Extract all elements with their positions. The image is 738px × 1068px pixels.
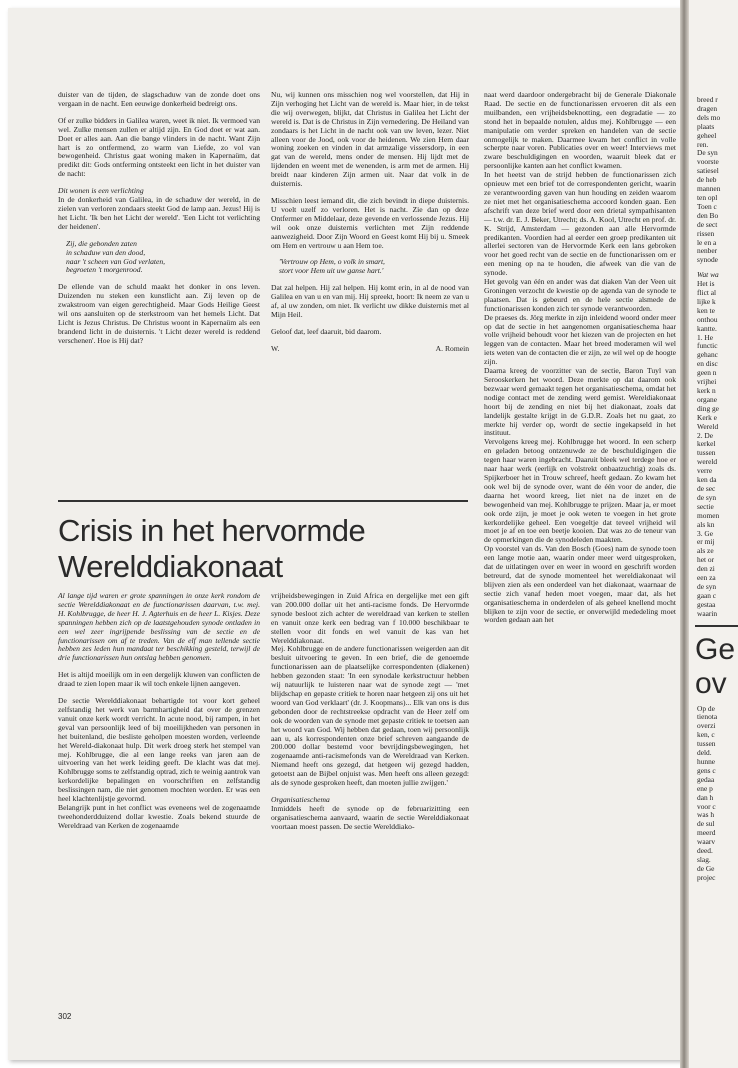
poem-quote: Zij, die gebonden zaten in schaduw van den dood, naar 't scheen van God verlaten, begroeten 't morgenrood.: [66, 238, 166, 275]
next-page-line: functic: [697, 341, 718, 351]
next-page-subheading: Wat wa: [697, 270, 719, 280]
next-page-line: deed.: [697, 846, 713, 856]
next-page-line: een za: [697, 573, 716, 583]
next-page-line: flict al: [697, 288, 717, 298]
next-page-line: Kerk e: [697, 412, 717, 422]
article-column-3: [484, 91, 676, 625]
signature-author: A. Romein: [435, 343, 469, 353]
paragraph: Mej. Kohlbrugge en de andere functionarissen weigerden aan dit besluit uitvoering te geven. In een brief, die de genoemde functionarissen aan de plaatselijke correspondenten (diakenen) hebben gezonden staat: 'In een synodale kerkstructuur hebben wij natuurlijk te luisteren naar wat de synode zegt — 'met blijdschap en gepaste critiek te horen naar hetgeen zij ons uit het woord van God verklaart' (dr. J. Koopmans)... Elk van ons is dus gebonden door de rechtstreekse opdracht van de Heer zelf om ook de woorden van de synode met gepaste critiek te toetsen aan het woord van God. Wij hebben dat gedaan, toen wij persoonlijk aan u, als korrespondenten onze brief schreven aangaande de 200.000 dollar bestemd voor bevrijdingsbewegingen, het zogenaamde anti-racismefonds van de Wereldraad van Kerken. Niemand heeft ons gezegd, dat hetgeen wij gezegd hadden, getoetst aan de Bijbel onjuist was. Men heeft ons alleen gezegd: als de synode gesproken heeft, dan moeten jullie zwijgen.': [271, 644, 469, 788]
next-page-line: den Bo: [697, 210, 719, 220]
next-page-line: de sul: [697, 819, 715, 829]
next-page-divider: [695, 625, 738, 627]
next-page-line: sectie: [697, 501, 714, 511]
next-page-line: ding ge: [697, 403, 719, 413]
next-page-line: dragen: [697, 103, 718, 113]
next-page-line: gehanc: [697, 350, 718, 360]
paragraph: Belangrijk punt in het conflict was eveneens wel de zogenaamde tweehonderdduizend dollar kwestie. Zoals bekend stuurde de Wereldraad van Kerken de zogenaamde: [58, 802, 260, 830]
article-column-1: [58, 592, 260, 839]
paragraph: naat werd daardoor ondergebracht bij de Generale Diakonale Raad. De sectie en de functionarissen ervoeren dit als een muilbanden, een vrijheidsbeknotting, een degradatie — zo stond het in bepaalde notulen, aldus mej. Kohlbrugge — een manipulatie om verder spreken en handelen van de sectie onmogelijk te maken. Daarmee kwam het conflict in volle scherpte naar voren. Publicaties over en weer! Interviews met zware beschuldigingen en woorden, waaruit bleek dat er persoonlijke kanten aan het conflict kwamen.: [484, 90, 676, 171]
next-page-line: gaan c: [697, 590, 717, 600]
paragraph: Nu, wij kunnen ons misschien nog wel voorstellen, dat Hij in Zijn verhoging het Licht van de wereld is. Maar hier, in de tekst die wij overwegen, blijkt, dat Christus in Galilea het Licht der wereld is. Dat is de Christus in Zijn vernedering. De Heiland van zondaars is het Licht in de nacht ook van uw leven, lezer. Niet alleen voor de Jood, ook voor de heidenen. We zien Hem daar woning zoeken en vinden in dat armzalige vissersdorp, in een gat van de wereld, mens onder de mensen. Hij lijdt met de lijdenden en weent met de wenenden, is arm met de armen. Hij breidt naar kinderen Zijn armen uit. Naar dat volk in de duisternis.: [271, 90, 469, 189]
next-page-line: plaats: [697, 121, 715, 131]
next-page-line: voor c: [697, 801, 716, 811]
paragraph: Inmiddels heeft de synode op de februarizitting een organisatieschema aanvaard, waarin de sectie Werelddiakonaat voortaan moest passen. De sectie Werelddiako-: [271, 803, 469, 831]
next-page-line: dan h: [697, 792, 714, 802]
meditation-column-1: [58, 91, 260, 354]
next-page-line: synode: [697, 255, 718, 265]
next-page-text-bottom: [689, 705, 738, 883]
next-page-line: breed r: [697, 95, 718, 104]
next-page-text-middle: [689, 280, 738, 618]
next-page-line: gestaa: [697, 599, 716, 609]
next-page-line: ken da: [697, 475, 717, 485]
paragraph: In het heetst van de strijd hebben de functionarissen zich opnieuw met een brief tot de correspondenten gericht, waarin ze verantwoording gaven van hun houding en zeiden waarom ze niet met het organisatieschema accoord konden gaan. Een afschrift van deze brief werd door een drietal sympathisanten — t.w. dr. E. J. Beker, Utrecht; ds. A. Kool, Utrecht en prof. dr. K. Strijd, Amsterdam — gezonden aan alle Hervormde predikanten. Voordien had al eerder een groep predikanten uit allerlei sectoren van de Hervormde Kerk een lans gebroken voor het goed recht van de sectie en de functionarissen om er een mening op na te houden, die afweek van die van de synode.: [484, 170, 676, 278]
next-page-line: gedaa: [697, 774, 715, 784]
next-page-line: organe: [697, 394, 717, 404]
next-page-line: de syn: [697, 492, 717, 502]
article-lead: Al lange tijd waren er grote spanningen in onze kerk rondom de sectie Werelddiakonaat en de functionarissen daarvan, t.w. mej. H. Kohlbrugge, de heer H. J. Agterhuis en de heer L. Kisjes. Deze spanningen hebben zich op de laatstgehouden synode ontladen in een wel zeer ingrijpende beslissing van de sectie en de functionarissen om af te treden. Van de elf man tellende sectie hebben zes leden hun mandaat ter beschikking gesteld, terwijl de drie functionarissen hun ontslag hebben genomen.: [58, 591, 260, 663]
next-page-line: mannen: [697, 184, 721, 194]
next-page-line: waarin: [697, 608, 718, 618]
page-gutter: [680, 0, 689, 1068]
next-page-line: de syn: [697, 581, 717, 591]
next-page-line: waarv: [697, 837, 716, 847]
signature: [271, 345, 469, 354]
next-page-line: 1. He: [697, 332, 714, 342]
next-page-line: 3. Ge: [697, 528, 714, 538]
next-page-line: kerkel: [697, 439, 716, 449]
section-subheading: Dit wonen is een verlichting: [58, 186, 144, 196]
paragraph: vrijheidsbewegingen in Zuid Africa en dergelijke met een gift van 200.000 dollar uit het anti-racisme fonds. De Hervormde synode besloot zich achter de wereldraad van kerken te stellen en vanuit onze kerk een bedrag van f 10.000 beschikbaar te stellen voor dit fonds en wel vanuit de kas van het Werelddiakonaat.: [271, 591, 469, 645]
next-page-line: nenber: [697, 246, 718, 256]
paragraph: Of er zulke bidders in Galilea waren, weet ik niet. Ik vermoed van wel. Zulke mensen zullen er altijd zijn. En God doet er wat aan. Doet er alles aan. Aan die bange vlinders in de nacht. Want Zijn hart is zo ontfermend, zo warm van Liefde, zo vol van bewogenheid. Christus gaat woning maken in Kapernaüm, dat predikt dit: Gods ontferming ontsteekt een licht in het duister van de nacht:: [58, 115, 260, 179]
article-column-2: [271, 592, 469, 840]
next-page-edge: [689, 0, 738, 1068]
next-page-line: Toen c: [697, 201, 717, 211]
next-page-line: vrijhei: [697, 377, 717, 387]
paragraph: Vervolgens kreeg mej. Kohlbrugge het woord. In een scherp en geladen betoog ontzenuwde ze de beschuldigingen die tegen haar waren ingebracht. Daaruit bleek wel terdege hoe er naar haar werk (eerlijk en volstrekt onbaatzuchtig) zoals ds. Spijkerboer het in Trouw schreef, heeft gedaan. Zo kwam het ook wel bij de synode over, want de één voor de ander, die daarna het woord kreeg, liet niet na de inzet en de bewogenheid van mej. Kohlbrugge te prijzen. Maar ja, er moet ook orde zijn, je moet je ook weten te voegen in het grote kerkordelijke geheel. Een voegeltje dat teveel vrijheid wil moet je af en toe een beetje kooien. Dat was zo de teneur van de opmerkingen die de synodeleden maakten.: [484, 437, 676, 545]
page-number: 302: [58, 1012, 72, 1021]
next-page-line: wereld: [697, 457, 718, 467]
next-page-line: ken te: [697, 305, 715, 315]
paragraph: Het gevolg van één en ander was dat diaken Van der Veen uit Groningen verzocht de kwestie op de agenda van de synode te plaatsen. Dat is gebeurd en de hele sectie alsmede de functionarissen konden zich ter synode verantwoorden.: [484, 277, 676, 313]
next-page-line: rissen: [697, 228, 715, 238]
next-page-line: Op de: [697, 703, 715, 713]
next-page-line: de Ge: [697, 863, 715, 873]
paragraph: Het is altijd moeilijk om in een dergelijk kluwen van conflicten de draad te zien lopen maar ik wil toch enkele lijnen aangeven.: [58, 670, 260, 689]
section-subheading: Organisatieschema: [271, 794, 330, 804]
next-page-headline-line2: ov: [695, 666, 727, 700]
next-page-line: voorste: [697, 157, 719, 167]
paragraph: De ellende van de schuld maakt het donker in ons leven. Duizenden nu steken een kunstlicht aan. Zij leven op de zwakstroom van eigen gerechtigheid. Maar Gods Heilige Geest wil ons aansluiten op de sterkstroom van het hemels Licht. Dat Licht is Jezus Christus. De Christus woont in Kapernaüm als een brandend licht in de duisternis. 't Licht dezer wereld is reddend verschenen'. Hoe is Hij dat?: [58, 282, 260, 345]
next-page-line: geen n: [697, 368, 717, 378]
next-page-line: Wereld: [697, 421, 719, 431]
paragraph: Op voorstel van ds. Van den Bosch (Goes) nam de synode toen een lange motie aan, waarin onder meer werd uitgesproken, dat de uitlatingen over en weer in woord en geschrift worden betreurd, dat de synode momenteel het wereldiakonaat wil blijven zien als een onderdeel van het diakonaat, waarnaar de sectie zich vanaf heden moet voegen, maar dat, als het organisatieschema in onderdelen of als geheel knellend mocht blijken te zijn voor de sectie, er onverwijld mededeling moet worden gedaan aan het: [484, 544, 676, 625]
next-page-line: tussen: [697, 448, 716, 458]
next-page-line: ken, c: [697, 730, 715, 740]
section-divider: [58, 500, 468, 502]
next-page-line: hunne: [697, 757, 716, 766]
paragraph: De praeses ds. Jörg merkte in zijn inleidend woord onder meer op dat de sectie in het aangenomen organisatieschema haar volle vrijheid behoudt voor het kiezen van de projecten en het leggen van de contacten. Maar het breed moderamen wil wel iets weten van de contacten die er zijn, ze wil wel op de hoogte zijn.: [484, 312, 676, 367]
verse-quote: 'Vertrouw op Hem, o volk in smart, stort voor Hem uit uw ganse hart.': [279, 257, 385, 276]
next-page-line: het or: [697, 555, 715, 565]
article-headline: Crisis in het hervormde Werelddiakonaat: [58, 513, 366, 584]
next-page-line: tienota: [697, 712, 718, 722]
next-page-line: ten opl: [697, 192, 718, 202]
next-page-line: dels mo: [697, 112, 721, 122]
next-page-line: overzi: [697, 721, 716, 731]
next-page-line: de sect: [697, 219, 718, 229]
next-page-line: onthou: [697, 314, 718, 324]
next-page-line: Het is: [697, 279, 715, 289]
next-page-line: de sec: [697, 483, 716, 493]
next-page-line: als ze: [697, 546, 714, 556]
next-page-line: de heb: [697, 175, 717, 185]
next-page-line: was h: [697, 810, 715, 820]
next-page-text-top: [689, 96, 738, 265]
paragraph: De sectie Werelddiakonaat behartigde tot voor kort geheel zelfstandig het werk van barmhartigheid dat over de grenzen vanuit onze kerk wordt verricht. In acute nood, bij rampen, in het geval van persoonlijk leed of bij moeilijkheden van personen in het buitenland, die besliste geholpen moesten worden, verleende het Wereld-diakonaat hulp. Dit werk droeg sterk het stempel van mej. Kohlbrugge, die al een lange reeks van jaren aan de uitvoering van het werk leiding geeft. De klacht was dat mej. Kohlbrugge soms te zelfstandig optrad, zich te weinig aantrok van kerkordelijke bepalingen en voorschriften en zelfstandig beslissingen nam, die niet genomen mochten worden. Er was een heel klachtenlijstje gevormd.: [58, 696, 260, 804]
paragraph: Misschien leest iemand dit, die zich bevindt in diepe duisternis. U voelt uzelf zo verloren. Het is nacht. Zie dan op deze Ontfermer en Middelaar, deze gevende en verlossende Jezus. Hij wil ook onze duisternis verlichten met Zijn reddende aanwezigheid. Door Zijn Woord en Geest komt Hij bij u. Smeek om Hem en vertrouw u aan Hem toe.: [271, 195, 469, 250]
next-page-line: satiesel: [697, 166, 719, 176]
next-page-line: en disc: [697, 359, 718, 369]
next-page-line: verre: [697, 466, 713, 476]
next-page-line: slag.: [697, 854, 711, 864]
paragraph: Geloof dat, leef daaruit, bid daarom.: [271, 326, 382, 336]
next-page-line: lijke k: [697, 296, 716, 306]
next-page-line: gens c: [697, 765, 716, 775]
next-page-line: deld.: [697, 748, 712, 758]
next-page-line: ren.: [697, 139, 709, 149]
next-page-line: momen: [697, 510, 720, 520]
signature-initial: W.: [271, 343, 280, 353]
paragraph: Dat zal helpen. Hij zal helpen. Hij komt erin, in al de nood van Galilea en van u en van mij. Hij spreekt, hoort: Ik neem ze van u af, al uw zonden, om niet. Ik verlicht uw dikke duisternis met al Mijn Heil.: [271, 283, 469, 319]
paragraph: Daarna kreeg de voorzitter van de sectie, Baron Tuyl van Serooskerken het woord. Deze merkte op dat daarom ook bezwaar werd gemaakt tegen het organisatieschema, omdat het nodige contact met de zending werd gemist. Wereldiakonaat hoort bij de zending en niet bij het diakonaat, zoals dat landelijk gestalte krijgt in de G.D.R. Zoals het nu gaat, zo merkte hij verder op, wordt de sectie ingekapseld in het instituut.: [484, 366, 676, 438]
next-page-line: le en a: [697, 237, 717, 247]
next-page-line: als kn: [697, 519, 715, 529]
next-page-headline-line1: Ge: [695, 632, 736, 666]
next-page-line: De syn: [697, 148, 718, 158]
next-page-line: ene p: [697, 783, 713, 793]
meditation-column-2: [271, 91, 469, 354]
next-page-line: meerd: [697, 828, 716, 838]
paragraph: duister van de tijden, de slagschaduw van de zonde doet ons vergaan in de nacht. Een eeuwige donkerheid bedreigt ons.: [58, 90, 260, 108]
paragraph: In de donkerheid van Galilea, in de schaduw der wereld, in de zielen van verloren zondaars steekt God de lamp aan. Jezus! Hij is het Licht. 'Ik ben het Licht der wereld'. 'Een Licht tot verlichting der heidenen'.: [58, 195, 260, 231]
next-page-line: kantte.: [697, 323, 717, 333]
next-page-line: geheel: [697, 130, 717, 140]
next-page-line: den zi: [697, 564, 715, 574]
next-page-line: tussen: [697, 739, 716, 749]
next-page-line: kerk n: [697, 386, 716, 395]
next-page-line: er mij: [697, 537, 715, 547]
next-page-line: projec: [697, 872, 716, 882]
next-page-line: 2. De: [697, 430, 714, 440]
